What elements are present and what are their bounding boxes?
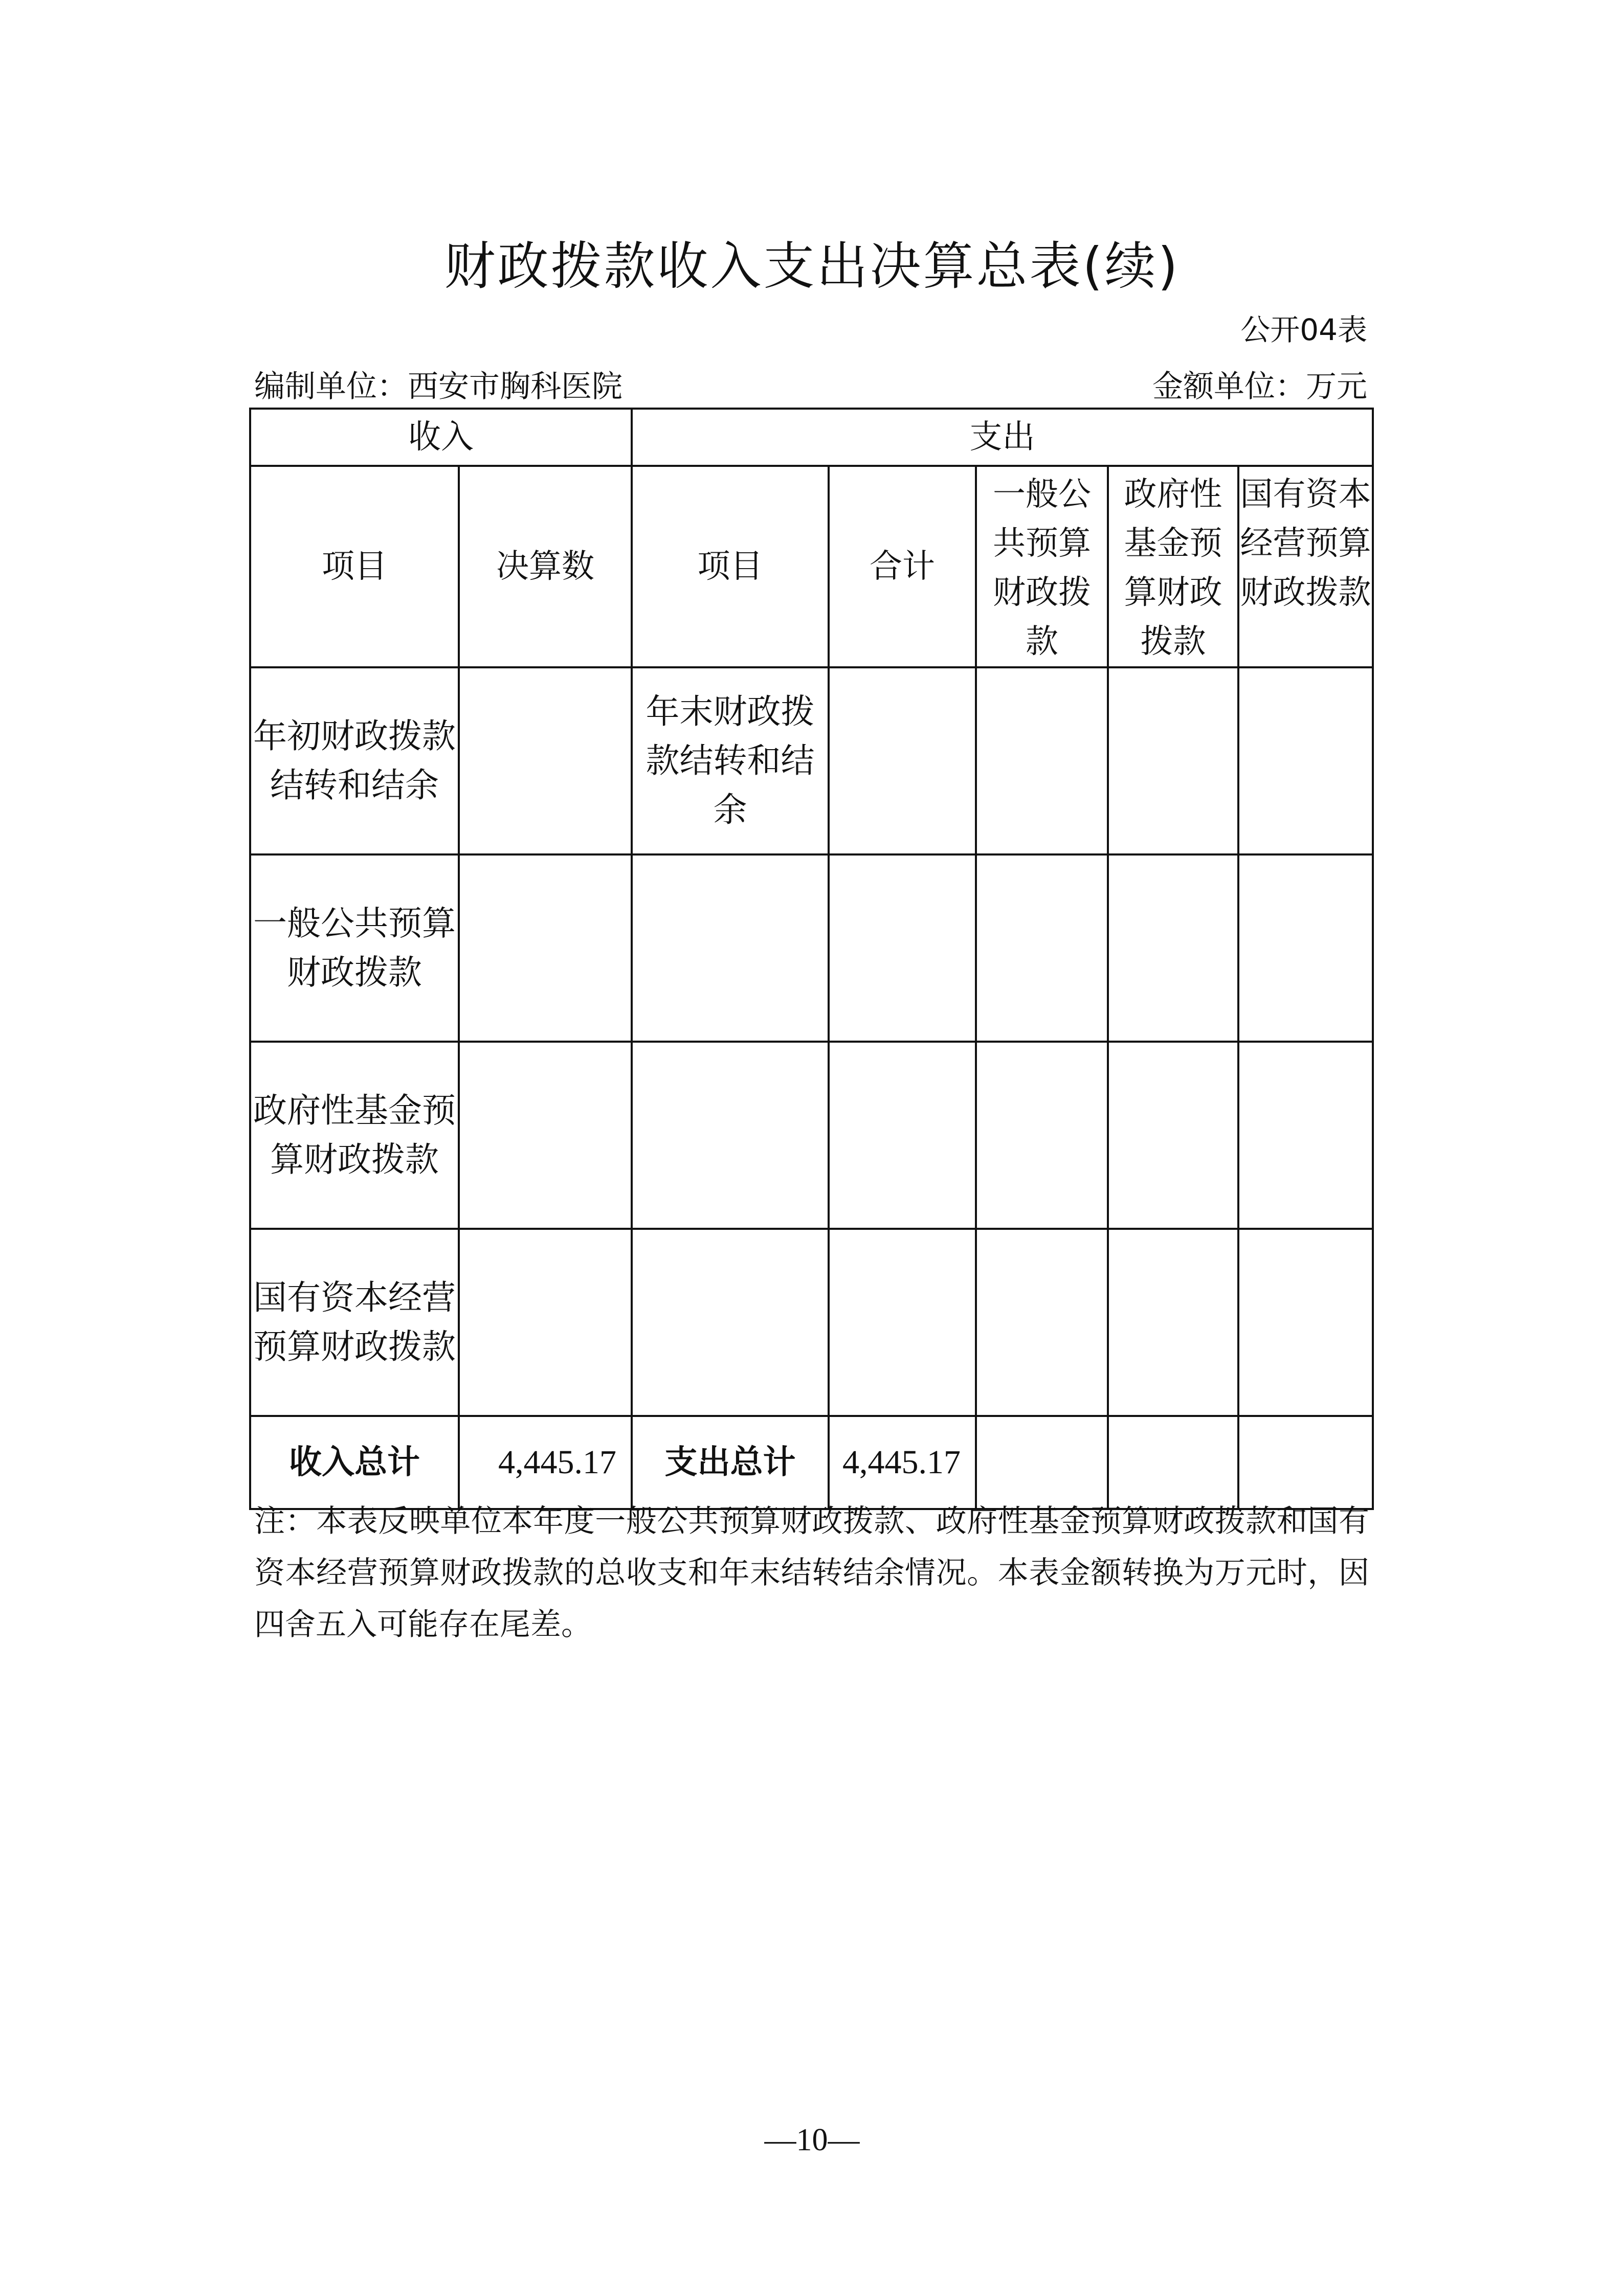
income-total-label: 收入总计 xyxy=(250,1416,459,1509)
col-final-amount: 决算数 xyxy=(459,466,632,667)
income-item-fund: 政府性基金预算财政拨款 xyxy=(250,1042,459,1229)
income-item-carryover: 年初财政拨款结转和结余 xyxy=(250,667,459,854)
cell-empty xyxy=(1108,1416,1238,1509)
cell-empty xyxy=(1108,1229,1238,1416)
income-item-general: 一般公共预算财政拨款 xyxy=(250,854,459,1042)
total-row xyxy=(250,1416,1373,1509)
expense-item-carryover: 年末财政拨款结转和结余 xyxy=(632,667,829,854)
compiling-unit: 编制单位：西安市胸科医院 xyxy=(254,369,622,404)
cell-empty xyxy=(976,1042,1108,1229)
table-row xyxy=(250,854,1373,1042)
income-total-value: 4,445.17 xyxy=(459,1416,632,1509)
cell-empty xyxy=(976,1229,1108,1416)
cell-empty xyxy=(976,667,1108,854)
income-header: 收入 xyxy=(250,409,632,466)
cell-empty xyxy=(1238,667,1373,854)
cell-empty xyxy=(1238,854,1373,1042)
col-expense-item: 项目 xyxy=(632,466,829,667)
table-row xyxy=(250,1229,1373,1416)
expense-total-value: 4,445.17 xyxy=(829,1416,976,1509)
col-general-budget: 一般公共预算财政拨款 xyxy=(976,466,1108,667)
cell-empty xyxy=(459,667,632,854)
col-income-item: 项目 xyxy=(250,466,459,667)
expense-total-label: 支出总计 xyxy=(632,1416,829,1509)
cell-empty xyxy=(459,1229,632,1416)
cell-empty xyxy=(1108,1042,1238,1229)
cell-empty xyxy=(1238,1229,1373,1416)
table-row xyxy=(250,1042,1373,1229)
cell-empty xyxy=(459,1042,632,1229)
amount-unit: 金额单位：万元 xyxy=(1152,369,1367,404)
page-title: 财政拨款收入支出决算总表(续) xyxy=(444,236,1180,296)
cell-empty xyxy=(1108,667,1238,854)
expense-header: 支出 xyxy=(632,409,1373,466)
column-header-row xyxy=(250,466,1373,667)
expense-item-empty xyxy=(632,854,829,1042)
form-code: 公开04表 xyxy=(1240,312,1367,347)
col-total: 合计 xyxy=(829,466,976,667)
cell-empty xyxy=(829,854,976,1042)
expense-item-empty xyxy=(632,1229,829,1416)
cell-empty xyxy=(829,1042,976,1229)
col-fund-budget: 政府性基金预算财政拨款 xyxy=(1108,466,1238,667)
table-row xyxy=(250,667,1373,854)
col-state-capital-budget: 国有资本经营预算财政拨款 xyxy=(1238,466,1373,667)
cell-empty xyxy=(976,1416,1108,1509)
expense-item-empty xyxy=(632,1042,829,1229)
footnote: 注：本表反映单位本年度一般公共预算财政拨款、政府性基金预算财政拨款和国有资本经营预算财政拨款的总收支和年末结转结余情况。本表金额转换为万元时，因四舍五入可能存在尾差。 xyxy=(254,1503,1369,1642)
cell-empty xyxy=(1108,854,1238,1042)
income-item-state-capital: 国有资本经营预算财政拨款 xyxy=(250,1229,459,1416)
page-number: —10— xyxy=(764,2123,860,2157)
cell-empty xyxy=(976,854,1108,1042)
cell-empty xyxy=(1238,1042,1373,1229)
cell-empty xyxy=(829,667,976,854)
cell-empty xyxy=(459,854,632,1042)
appropriation-table xyxy=(249,408,1374,1510)
header-band-row xyxy=(250,409,1373,466)
cell-empty xyxy=(1238,1416,1373,1509)
cell-empty xyxy=(829,1229,976,1416)
